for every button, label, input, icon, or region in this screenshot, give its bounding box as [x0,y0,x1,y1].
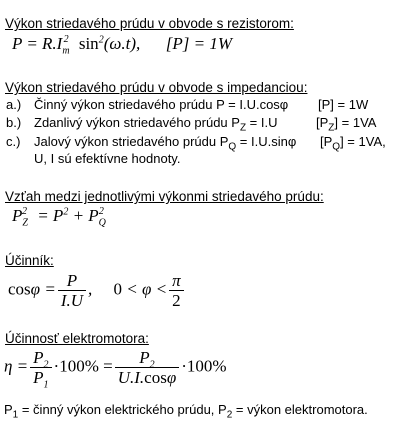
legend-p1-sub: 1 [12,409,19,421]
list-marker: b.) [6,115,22,130]
list-marker: a.) [6,97,22,112]
heading-impedance: Výkon striedavého prúdu v obvode s impedanciou: [5,80,308,95]
fraction-p-over-iu: $\frac{P}{I.U}$ [58,271,86,310]
apparent-power-label: Zdanlivý výkon striedavého prúdu P [34,115,240,130]
apparent-power-formula: = I.U [246,115,278,130]
unit-b: ] = 1VA [334,115,377,130]
apparent-power-unit [316,115,377,134]
list-item-active-power [6,97,21,112]
reactive-power-label: Jalový výkon striedavého prúdu P [34,134,229,149]
effective-values-note: U, I sú efektívne hodnoty. [34,151,181,166]
heading-resistor: Výkon striedavého prúdu v obvode s rezistorom: [5,16,294,31]
legend-p2-desc: = výkon elektromotora. [232,402,368,417]
apparent-power-text [34,115,278,134]
formula-power-factor: cosφ = $\frac{P}{I.U}$ , 0 < φ < $\frac{\pi}{2}$ [8,271,186,310]
unit-sub: Z [328,122,335,134]
fraction-p2-over-ui-cos: $\frac{P_2}{U.I.\cos\varphi}$ [115,348,180,387]
legend-p1: P [4,402,13,417]
formula-power-relation: $P_Z^2 = P^2 + P_Q^2$ [12,206,106,229]
list-marker: c.) [6,134,21,149]
fraction-pi-over-2: $\frac{\pi}{2}$ [169,271,184,310]
unit-a: [P [320,134,333,149]
list-item-apparent-power [6,115,21,130]
unit-a: [P [316,115,329,130]
apparent-power-sub: Z [239,122,247,134]
unit-b: ] = 1VA, [340,134,386,149]
reactive-power-text [34,134,297,153]
unit-sub: Q [332,141,341,153]
fraction-p2-over-p1: $\frac{P_2}{P_1}$ [30,348,51,387]
active-power-text [34,97,288,112]
list-item-reactive-power [6,134,20,149]
legend-p1-desc: = činný výkon elektrického prúdu, P [18,402,227,417]
reactive-power-formula: = I.U.sinφ [236,134,297,149]
active-power-label: Činný výkon striedavého prúdu P = I.U.cosφ [34,97,289,112]
active-power-unit: [P] = 1W [318,97,369,112]
heading-power-factor: Účinník: [5,253,54,268]
heading-motor-efficiency: Účinnosť elektromotora: [5,331,149,346]
legend-p2-sub: 2 [226,409,233,421]
reactive-power-sub: Q [228,141,237,153]
motor-efficiency-legend [4,402,368,421]
heading-power-relation: Vzťah medzi jednotlivými výkonmi striedavého prúdu: [5,189,324,204]
reactive-power-unit [320,134,386,153]
formula-motor-efficiency: η = $\frac{P_2}{P_1}$ ·100% = $\frac{P_2}{U.I.\cos\varphi}$ ·100% [4,348,227,391]
formula-power-resistor: $P = R.I_m^2$ $\sin^2(\omega.t)$, [P] = 1W [12,34,232,57]
